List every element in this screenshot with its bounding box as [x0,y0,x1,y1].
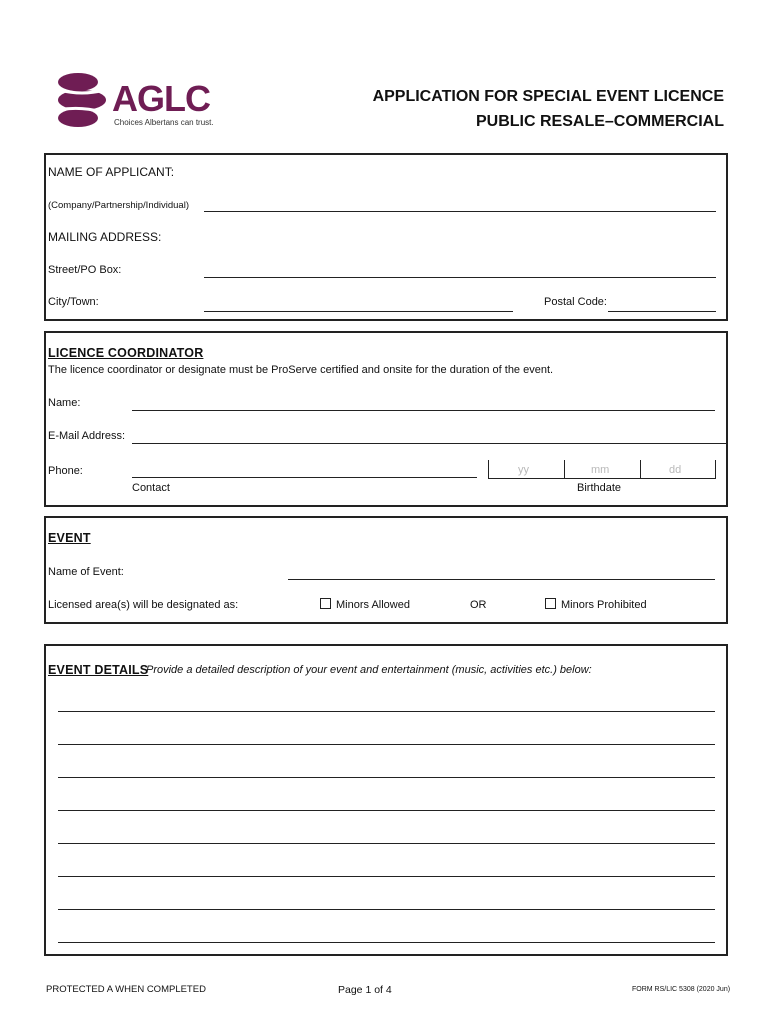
description-line-5[interactable] [58,843,715,844]
birthdate-yy: yy [518,464,529,476]
birthdate-label: Birthdate [577,482,622,494]
minors-prohibited-label: Minors Prohibited [561,599,647,611]
description-line-7[interactable] [58,909,715,910]
form-title-line2: PUBLIC RESALE–COMMERCIAL [475,113,724,130]
description-line-1[interactable] [58,711,715,712]
aglc-logo [52,68,252,132]
footer-page-number: Page 1 of 4 [338,984,392,996]
birthdate-divider-1 [564,460,565,478]
company-name-field[interactable] [204,211,716,212]
birthdate-field[interactable] [488,460,716,479]
description-line-4[interactable] [58,810,715,811]
contact-label: Contact [132,482,170,494]
coordinator-name-label: Name: [48,397,81,409]
event-name-label: Name of Event: [48,566,124,578]
logo-wordmark: AGLC [112,78,210,119]
birthdate-dd: dd [669,464,682,476]
city-label: City/Town: [48,296,99,308]
event-details-title: EVENT DETAILS [48,663,149,677]
postal-code-label: Postal Code: [544,296,607,308]
event-name-field[interactable] [288,579,715,580]
phone-label: Phone: [48,465,83,477]
licensed-area-label: Licensed area(s) will be designated as: [48,599,239,611]
birthdate-divider-right [715,460,716,478]
street-label: Street/PO Box: [48,264,122,276]
phone-field[interactable] [132,477,477,478]
event-details-instruction: Provide a detailed description of your event and entertainment (music, activities etc.) below: [146,664,592,676]
minors-allowed-label: Minors Allowed [336,599,410,611]
form-title-line1: APPLICATION FOR SPECIAL EVENT LICENCE [372,88,724,105]
minors-prohibited-checkbox[interactable] [545,598,556,609]
street-field[interactable] [204,277,716,278]
mailing-address-label: MAILING ADDRESS: [48,230,162,244]
footer-protected: PROTECTED A WHEN COMPLETED [46,984,206,995]
event-title: EVENT [48,531,91,545]
logo-emblem-icon [52,70,108,130]
minors-allowed-checkbox[interactable] [320,598,331,609]
coordinator-name-field[interactable] [132,410,715,411]
coordinator-note: The licence coordinator or designate must be ProServe certified and onsite for the duration of the event. [48,364,554,376]
description-line-8[interactable] [58,942,715,943]
footer-form-id: FORM RS/LIC 5308 (2020 Jun) [632,986,731,993]
coordinator-title: LICENCE COORDINATOR [48,346,204,360]
applicant-name-label: NAME OF APPLICANT: [48,165,175,179]
or-label: OR [470,599,487,611]
email-label: E-Mail Address: [48,430,126,442]
description-line-6[interactable] [58,876,715,877]
birthdate-divider-left [488,460,489,478]
logo-tagline: Choices Albertans can trust. [114,118,214,127]
postal-code-field[interactable] [608,311,716,312]
form-title [373,86,724,133]
birthdate-mm: mm [591,464,610,476]
company-label: (Company/Partnership/Individual) [48,200,189,211]
description-line-2[interactable] [58,744,715,745]
city-field[interactable] [204,311,513,312]
description-line-3[interactable] [58,777,715,778]
birthdate-divider-2 [640,460,641,478]
email-field[interactable] [132,443,726,444]
